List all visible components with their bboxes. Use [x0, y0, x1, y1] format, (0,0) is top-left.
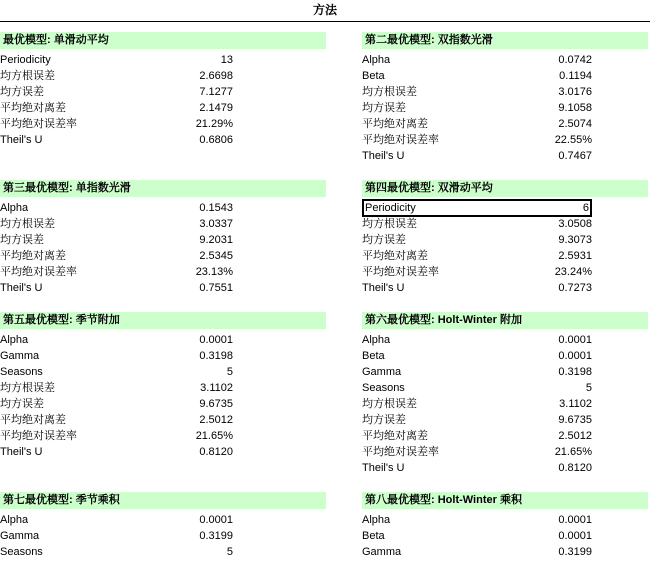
metric-row [362, 84, 592, 100]
metric-label: 均方误差 [0, 86, 44, 98]
metric-value: 3.0176 [558, 86, 592, 98]
metric-row [362, 444, 592, 460]
metric-row-selected[interactable] [362, 199, 592, 217]
metric-value: 3.0337 [199, 218, 233, 230]
metric-row [362, 148, 592, 164]
metric-list [362, 329, 650, 476]
metric-row [0, 52, 233, 68]
model-panel [0, 32, 362, 180]
metric-list [362, 49, 650, 164]
metric-list [362, 509, 650, 560]
metric-row [362, 132, 592, 148]
metric-row [0, 396, 233, 412]
model-panel-grid [0, 22, 650, 576]
metric-row [362, 232, 592, 248]
metric-value: 9.6735 [199, 398, 233, 410]
metric-value: 2.1479 [199, 102, 233, 114]
model-panel-header: 第八最优模型: Holt-Winter 乘积 [362, 492, 648, 509]
metric-value: 0.7467 [558, 150, 592, 162]
metric-label: Beta [362, 70, 385, 82]
metric-label: 平均绝对误差率 [362, 446, 439, 458]
metric-row [0, 232, 233, 248]
metric-row [0, 132, 233, 148]
metric-row [0, 68, 233, 84]
metric-label: 均方误差 [0, 234, 44, 246]
metric-value: 9.2031 [199, 234, 233, 246]
metric-label: 均方根误差 [0, 218, 55, 230]
metric-value: 0.3198 [199, 350, 233, 362]
metric-label: 平均绝对离差 [0, 102, 66, 114]
metric-value: 0.1194 [559, 70, 592, 82]
metric-value: 9.6735 [558, 414, 592, 426]
metric-label: Seasons [362, 382, 405, 394]
metric-value: 0.3198 [558, 366, 592, 378]
metric-value: 0.8120 [199, 446, 233, 458]
metric-value: 0.3199 [199, 530, 233, 542]
metric-row [0, 444, 233, 460]
metric-label: 均方根误差 [362, 86, 417, 98]
metric-row [0, 100, 233, 116]
metric-value: 0.1543 [199, 202, 233, 214]
metric-row [0, 544, 233, 560]
metric-value: 5 [585, 382, 592, 394]
metric-label: 平均绝对离差 [362, 430, 428, 442]
metric-label: Beta [362, 350, 385, 362]
metric-value: 2.5012 [199, 414, 233, 426]
metric-label: Alpha [0, 334, 29, 346]
metric-row [0, 216, 233, 232]
model-panel [362, 492, 650, 576]
page-title-text: 方法 [312, 3, 337, 17]
model-panel [0, 312, 362, 492]
metric-row [362, 364, 592, 380]
metric-label: Theil's U [362, 150, 405, 162]
metric-label: Seasons [0, 366, 43, 378]
metric-value: 0.0001 [199, 334, 233, 346]
metric-row [0, 248, 233, 264]
metric-value: 9.1058 [558, 102, 592, 114]
metric-label: 均方根误差 [362, 218, 417, 230]
metric-label: Gamma [0, 350, 40, 362]
metric-value: 21.65% [554, 446, 592, 458]
metric-row [362, 248, 592, 264]
metric-label: Theil's U [362, 462, 405, 474]
metric-value: 2.5012 [558, 430, 592, 442]
metric-row [362, 68, 592, 84]
metric-value: 7.1277 [199, 86, 233, 98]
metric-label: 平均绝对误差率 [0, 118, 77, 130]
model-panel [362, 180, 650, 312]
metric-row [0, 116, 233, 132]
metric-value: 0.6806 [199, 134, 233, 146]
metric-value: 2.5931 [558, 250, 592, 262]
metric-value: 0.7273 [558, 282, 592, 294]
metric-label: 均方误差 [0, 398, 44, 410]
metric-list [0, 509, 362, 560]
metric-row [362, 100, 592, 116]
metric-label: 均方误差 [362, 234, 406, 246]
metric-label: Theil's U [0, 446, 43, 458]
metric-label: 均方根误差 [0, 70, 55, 82]
model-panel-header: 第三最优模型: 单指数光滑 [0, 180, 326, 197]
metric-row [0, 380, 233, 396]
metric-label: Alpha [362, 334, 391, 346]
metric-label: Gamma [362, 546, 402, 558]
metric-list [362, 197, 650, 296]
metric-row [0, 364, 233, 380]
model-panel-header: 第六最优模型: Holt-Winter 附加 [362, 312, 648, 329]
metric-row [362, 280, 592, 296]
metric-row [0, 84, 233, 100]
metric-label: Alpha [362, 54, 391, 66]
metric-value: 5 [226, 546, 233, 558]
metric-label: Gamma [0, 530, 40, 542]
metric-row [362, 216, 592, 232]
metric-value: 2.5074 [558, 118, 592, 130]
metric-label: 平均绝对离差 [362, 118, 428, 130]
metric-value: 0.0001 [558, 530, 592, 542]
model-panel-header: 第五最优模型: 季节附加 [0, 312, 326, 329]
metric-value: 23.13% [195, 266, 233, 278]
metric-value: 0.7551 [199, 282, 233, 294]
metric-row [0, 264, 233, 280]
metric-label: 平均绝对离差 [362, 250, 428, 262]
metric-label: Theil's U [0, 282, 43, 294]
metric-label: 均方误差 [362, 102, 406, 114]
page-title [0, 0, 650, 22]
metric-row [362, 348, 592, 364]
metric-value: 0.0001 [558, 334, 592, 346]
metric-value: 3.0508 [558, 218, 592, 230]
metric-value: 0.0001 [558, 350, 592, 362]
metric-row [362, 264, 592, 280]
model-panel [362, 312, 650, 492]
metric-value: 21.65% [195, 430, 233, 442]
metric-list [0, 329, 362, 460]
metric-label: Alpha [362, 514, 391, 526]
metric-value: 2.6698 [199, 70, 233, 82]
metric-value: 0.8120 [558, 462, 592, 474]
metric-row [0, 412, 233, 428]
metric-label: Periodicity [0, 54, 51, 66]
metric-row [362, 544, 592, 560]
metric-label: Seasons [0, 546, 43, 558]
model-panel [0, 492, 362, 576]
metric-label: Periodicity [365, 202, 416, 214]
metric-value: 3.1102 [200, 382, 233, 394]
model-panel-header: 第七最优模型: 季节乘积 [0, 492, 326, 509]
metric-list [0, 197, 362, 296]
metric-value: 0.0001 [199, 514, 233, 526]
metric-value: 0.3199 [558, 546, 592, 558]
metric-value: 0.0742 [558, 54, 592, 66]
model-panel [362, 32, 650, 180]
metric-value: 0.0001 [558, 514, 592, 526]
metric-label: Gamma [362, 366, 402, 378]
metric-value: 22.55% [554, 134, 592, 146]
metric-label: 平均绝对误差率 [0, 430, 77, 442]
metric-label: 均方根误差 [0, 382, 55, 394]
metric-row [0, 428, 233, 444]
model-panel-header: 第四最优模型: 双滑动平均 [362, 180, 648, 197]
metric-label: Alpha [0, 202, 29, 214]
metric-value: 9.3073 [558, 234, 592, 246]
model-panel-header: 第二最优模型: 双指数光滑 [362, 32, 648, 49]
metric-value: 6 [582, 202, 589, 214]
metric-row [0, 200, 233, 216]
metric-row [362, 332, 592, 348]
metric-label: Theil's U [362, 282, 405, 294]
model-panel-header: 最优模型: 单滑动平均 [0, 32, 326, 49]
metric-value: 5 [226, 366, 233, 378]
metric-value: 21.29% [195, 118, 233, 130]
metric-row [362, 428, 592, 444]
metric-row [362, 380, 592, 396]
metric-row [362, 460, 592, 476]
metric-label: 平均绝对误差率 [0, 266, 77, 278]
metric-label: Theil's U [0, 134, 43, 146]
metric-label: 平均绝对离差 [0, 414, 66, 426]
metric-label: 均方误差 [362, 414, 406, 426]
metric-label: 平均绝对离差 [0, 250, 66, 262]
metric-label: 平均绝对误差率 [362, 134, 439, 146]
metric-label: 平均绝对误差率 [362, 266, 439, 278]
metric-row [0, 348, 233, 364]
metric-label: Alpha [0, 514, 29, 526]
metric-value: 2.5345 [199, 250, 233, 262]
metric-row [0, 528, 233, 544]
metric-value: 23.24% [554, 266, 592, 278]
metric-label: Beta [362, 530, 385, 542]
metric-row [362, 396, 592, 412]
metric-row [0, 332, 233, 348]
metric-list [0, 49, 362, 148]
metric-row [362, 116, 592, 132]
model-panel [0, 180, 362, 312]
metric-row [362, 528, 592, 544]
metric-value: 3.1102 [559, 398, 592, 410]
metric-row [362, 52, 592, 68]
metric-label: 均方根误差 [362, 398, 417, 410]
metric-row [362, 412, 592, 428]
metric-row [0, 280, 233, 296]
metric-value: 13 [220, 54, 233, 66]
